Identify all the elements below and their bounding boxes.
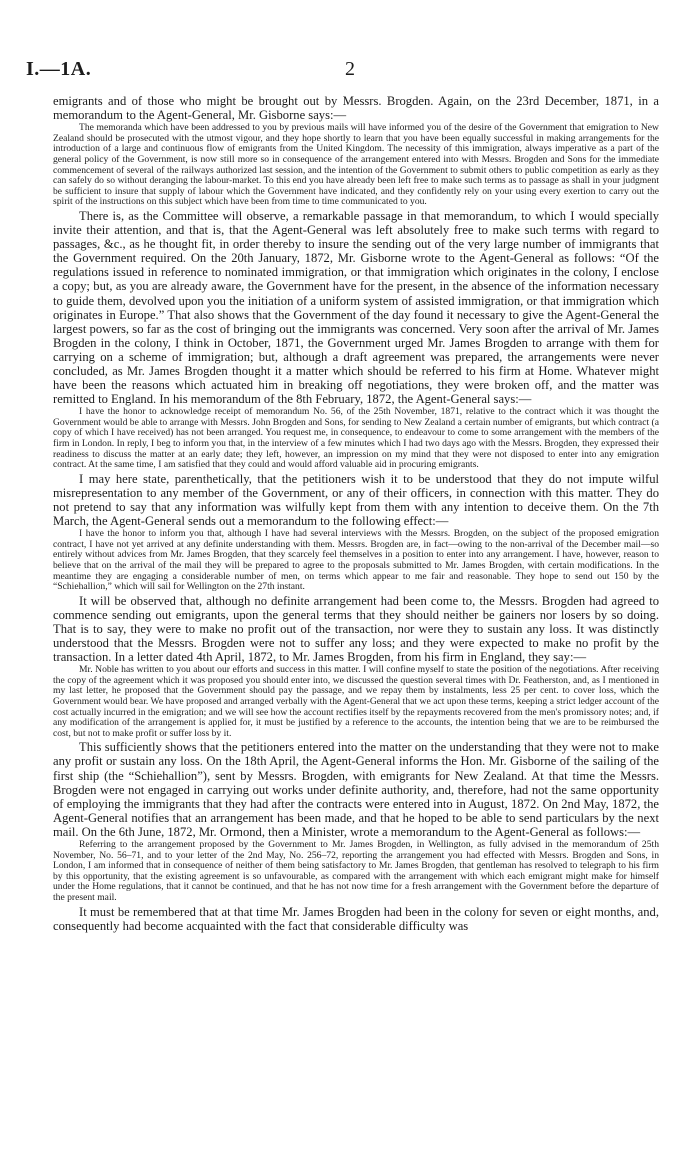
quoted-memorandum: Referring to the arrangement proposed by the Government to Mr. James Brogden, in Wellington, as fully advised in the memorandum of 25th November, No. 56–71, and to your letter of the 2nd May, No. 256–72, reporting the arrangement you had effected with Messrs. Brogden and Sons, in London, I am informed that in consequence of neither of them being satisfactory to Mr. James Brogden, that gentleman has resolved to telegraph to his firm by this opportunity, that the existing agreement is so unfavourable, as compared with the arrangement with which each emigrant might make for himself under the Home regulations, that it cannot be continued, and that he has not now time for a fresh arrangement with the Government before the departure of the present mail.	[53, 839, 659, 903]
body-paragraph: It must be remembered that at that time Mr. James Brogden had been in the colony for seven or eight months, and, consequently had become acquainted with the fact that considerable difficulty was	[53, 904, 659, 933]
body-paragraph: There is, as the Committee will observe, a remarkable passage in that memorandum, to which I would specially invite their attention, and that is, that the Agent-General was left absolutely free to make such terms with regard to passages, &c., as he thought fit, in order thereby to insure the sending out of the very large number of immigrants that the Government required. On the 20th January, 1872, Mr. Gisborne wrote to the Agent-General as follows: “Of the regulations issued in reference to nominated immigration, or that immigration which originates in the colony, I enclose a copy; but, as you are already aware, the Government have for the present, in the absence of the information necessary to guide them, devolved upon you the initiation of a uniform system of assisted immigration, or that immigration which originates in Europe.” That also shows that the Government of the day found it necessary to give the Agent-General the largest powers, so far as the cost of bringing out the immigrants was concerned. Very soon after the arrival of Mr. James Brogden in the colony, I think in October, 1871, the Government urged Mr. James Brogden to arrange with them for carrying on a scheme of immigration; but, although a draft agreement was prepared, the arrangements were never concluded, as Mr. James Brogden thought it a matter which should be referred to his firm at Home. Whatever might have been the reasons which actuated him in breaking off negotiations, they were broken off, and the matter was remitted to England. In his memorandum of the 8th February, 1872, the Agent-General says:—	[53, 208, 659, 407]
body-paragraph: emigrants and of those who might be brought out by Messrs. Brogden. Again, on the 23rd December, 1871, in a memorandum to the Agent-General, Mr. Gisborne says:—	[53, 94, 659, 123]
quoted-memorandum: I have the honor to inform you that, although I have had several interviews with the Messrs. Brogden, on the subject of the proposed emigration contract, I have not yet arrived at any definite understanding with them. Messrs. Brogden are, in fact—owing to the non-arrival of the December mail—so entirely without advices from Mr. James Brogden, that they scarcely feel themselves in a position to enter into any arrangement. I have, however, reason to believe that on the arrival of the mail they will be prepared to agree to the proposals submitted to Mr. James Brogden, with certain modifications. In the meantime they are engaging a considerable number of men, on terms which appear to me fair and reasonable. They hope to send out 150 by the “Schiehallion,” which will sail for Wellington on the 27th instant.	[53, 528, 659, 593]
page-number: 2	[345, 58, 355, 80]
body-paragraph: This sufficiently shows that the petitioners entered into the matter on the understanding that they were not to make any profit or sustain any loss. On the 18th April, the Agent-General informs the Hon. Mr. Gisborne of the sailing of the first ship (the “Schiehallion”), sent by Messrs. Brogden, with emigrants for New Zealand. At that time the Messrs. Brogden were not engaged in carrying out works under definite authority, and, therefore, had not the same opportunity of employing the immigrants that they had after the contracts were entered into in August, 1872. On 2nd May, 1872, the Agent-General notifies that an arrangement has been made, and that he hoped to be able to send particulars by the next mail. On the 6th June, 1872, Mr. Ormond, then a Minister, wrote a memorandum to the Agent-General as follows:—	[53, 740, 659, 839]
quoted-memorandum: I have the honor to acknowledge receipt of memorandum No. 56, of the 25th November, 1871, relative to the contract which it was thought the Government would be able to arrange with Messrs. John Brogden and Sons, for sending to New Zealand a certain number of emigrants, but which contract (a copy of which I have received) has not been arranged. You request me, in consequence, to endeavour to come to some arrangement with the members of the firm in London. In reply, I beg to inform you that, in the interview of a few minutes which I had two days ago with the Messrs. Brogden, they expressed their readiness to discuss the matter at an early date; they left, however, an impression on my mind that they were not disposed to enter into any emigration contract. At the same time, I am satisfied that they could and would afford valuable aid in procuring emigrants.	[53, 406, 659, 471]
quoted-memorandum: The memoranda which have been addressed to you by previous mails will have informed you of the desire of the Government that emigration to New Zealand should be prosecuted with the utmost vigour, and they hope shortly to learn that you have been equally successful in making arrangements for the introduction of a large and continuous flow of emigrants from the United Kingdom. The necessity of this immigration, always imperative as a part of the general policy of the Government, is now still more so in consequence of the arrangement entered into with Messrs. Brogden and Sons for the immediate commencement of several of the railways authorized last session, and the intention of the Government to submit others to public competition as early as they can safely do so without deranging the labour-market. To this end you have already been left free to make such terms as to passage as shall in your judgment be sufficient to insure that supply of labour which the Government have indicated, and they confidently rely on your using every exertion to carry out the spirit of the instructions on this subject which have been from time to time communicated to you.	[53, 122, 659, 208]
body-paragraph: It will be observed that, although no definite arrangement had been come to, the Messrs. Brogden had agreed to commence sending out emigrants, upon the general terms that they should neither be gainers nor losers by so doing. That is to say, they were to make no profit out of the transaction, nor were they to sustain any loss. It was distinctly understood that the Messrs. Brogden were not to suffer any loss; and they were expected to make no profit by the transaction. In a letter dated 4th April, 1872, to Mr. James Brogden, from his firm in England, they say:—	[53, 593, 659, 665]
page-header	[26, 58, 674, 84]
quoted-letter: Mr. Noble has written to you about our efforts and success in this matter. I will confine myself to state the position of the negotiations. After receiving the copy of the agreement which it was proposed you should enter into, we discussed the question several times with Dr. Featherston, and, as I mentioned in my last letter, he proposed that the Government should pay the passage, and we repay them by instalments, less 25 per cent. to cover loss, which the Government would bear. We have proposed and arranged verbally with the Agent-General that we act upon these terms, keeping a strict ledger account of the cost actually incurred in the emigration; and we will see how the account rectifies itself by the repayments recovered from the men's promissory notes; and, if any modification of the arrangement is applied for, it must be justified by a reference to the accounts, the intention being that we are to be reimbursed the cost, but not to make profit or suffer loss by it.	[53, 664, 659, 739]
document-body	[53, 94, 659, 933]
body-paragraph: I may here state, parenthetically, that the petitioners wish it to be understood that they do not impute wilful misrepresentation to any member of the Government, or any of their officers, in connection with this matter. They do not pretend to say that any information was wilfully kept from them with any intention to deceive them. On the 7th March, the Agent-General sends out a memorandum to the following effect:—	[53, 471, 659, 529]
page-reference: I.—1A.	[26, 58, 92, 80]
